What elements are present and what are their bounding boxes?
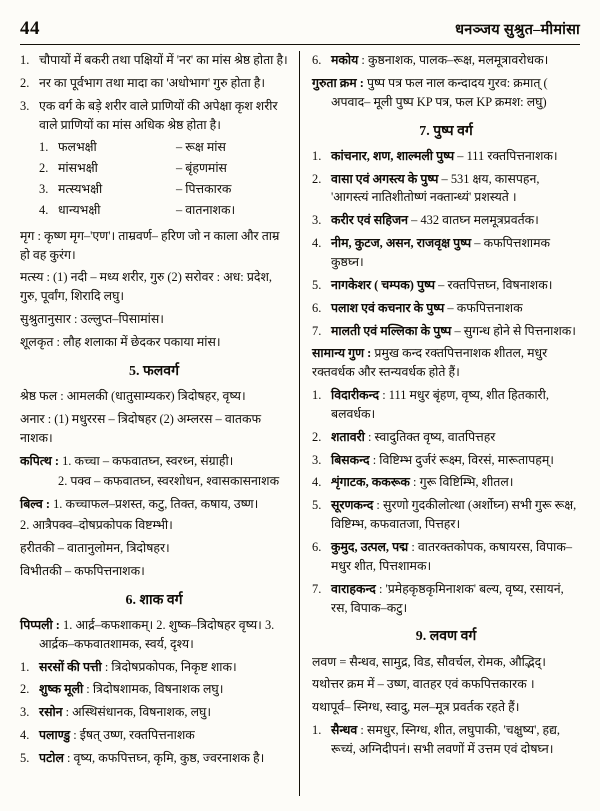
paragraph-mriga: मृग : कृष्ण मृग–'एण'। ताम्रवर्ण– हरिण जो न काला और ताम्र हो वह कुरंग। [20, 228, 280, 262]
item-detail: – 111 रक्तपित्तनाशक। [454, 148, 558, 163]
list-marker: 4. [312, 475, 322, 490]
item-term: पलाश एवं कचनार के पुष्प [331, 300, 445, 315]
list-text [331, 234, 580, 272]
pippali-block [20, 616, 288, 654]
right-top-list [312, 51, 580, 70]
list-marker: 1. [312, 388, 322, 403]
pair-term: मत्स्यभक्षी [58, 182, 103, 197]
list-marker: 5. [312, 277, 322, 292]
item-detail: : स्वादुतिक्त वृष्य, वातपित्तहर [364, 429, 496, 444]
item-detail: : समधुर, स्निग्ध, शीत, लघुपाकी, 'चक्षुष्य', हद्य, रूच्यं, अग्निदीपनं। सभी लवणों में उत्तम एवं दोषघ्न। [331, 723, 561, 756]
lavana-line-2: यथोत्तर क्रम में – उष्ण, वातहर एवं कफपित्तकारक । [312, 677, 535, 692]
item-term: कुमुद, उत्पल, पद्म [331, 539, 409, 554]
item-term: रसोन [39, 705, 63, 720]
right-column [300, 51, 580, 796]
list-item [312, 538, 580, 576]
guruta-text: पुष्प पत्र फल नाल कन्दादय गुरव: क्रमात् ( अपवाद– मूली पुष्प KP पत्र, फल KP क्रमश: लघु) [331, 75, 548, 109]
list-item [312, 147, 580, 166]
list-text [331, 451, 580, 470]
list-item [20, 658, 288, 677]
list-text [39, 658, 288, 677]
lavana-list [312, 721, 580, 759]
samanya-label: सामान्य गुण : [312, 346, 372, 361]
kapittha-label: कपित्थ : [20, 453, 59, 468]
pair-term: फलभक्षी [58, 140, 97, 155]
item-term: करीर एवं सहिजन [331, 213, 409, 228]
bilva-label: बिल्व : [20, 497, 50, 512]
list-item [20, 51, 288, 70]
kapittha-line-2-wrap [20, 472, 288, 491]
kapittha-line-2: 2. पक्व – कफवातघ्न, स्वरशोधन, श्वासकासनाशक [58, 474, 280, 489]
list-marker: 6. [312, 300, 322, 315]
pair-value: – वातनाशक। [176, 202, 236, 217]
pair-value: – बृंहणमांस [176, 161, 227, 176]
list-marker: 7. [312, 581, 322, 596]
list-text [331, 276, 580, 295]
pair-row [20, 201, 288, 220]
item-detail: : वातरक्तकोपक, कषायरस, विपाक– मधुर शीत, पित्तशामक। [331, 539, 573, 573]
list-marker: 4. [312, 236, 322, 251]
item-detail: : त्रिदोषप्रकोपक, निकृष्ट शाक। [101, 659, 237, 674]
list-marker: 2. [312, 171, 322, 186]
list-marker: 6. [312, 53, 322, 67]
list-item [312, 386, 580, 424]
list-text [331, 580, 580, 618]
list-text [331, 170, 580, 208]
paragraph-shulakrit: शूलकृत : लौह शलाका में छेदकर पकाया मांस। [20, 334, 221, 349]
list-text [39, 680, 288, 699]
list-marker: 6. [312, 539, 322, 554]
list-text: नर का पूर्वभाग तथा मादा का 'अधोभाग' गुरु होता है। [39, 75, 266, 90]
list-marker: 3. [312, 452, 322, 467]
item-term: पटोल [39, 751, 64, 765]
list-text [331, 147, 580, 166]
kapittha-line-1: 1. कच्चा – कफवातघ्न, स्वरध्न, संग्राही। [62, 453, 234, 468]
list-marker: 4. [20, 728, 30, 743]
list-item [20, 726, 288, 745]
list-marker: 2. [312, 429, 322, 444]
item-term: शुष्क मूली [39, 682, 84, 697]
kandavarga-list [312, 386, 580, 617]
list-item [20, 680, 288, 699]
shakavarga-list [20, 658, 288, 768]
item-detail: : त्रिदोषशामक, विषनाशक लघु। [83, 682, 224, 697]
item-detail: : 'प्रमेहकृष्ठकृमिनाशक' बल्य, वृष्य, रसायनं, रस, विपाक–कटु। [331, 581, 564, 615]
guruta-label: गुरुता क्रम : [312, 75, 364, 90]
list-item [20, 749, 288, 768]
list-marker: 5. [312, 498, 322, 513]
page-number: 44 [20, 18, 40, 39]
item-term: विदारीकन्द [331, 388, 380, 403]
paragraph-anar: अनार : (1) मधुररस – त्रिदोषहर (2) अम्लरस – वातकफ नाशक। [20, 411, 262, 445]
item-term: सूरणकन्द [331, 498, 374, 513]
pushpavarga-list [312, 147, 580, 341]
section-title-shakavarga: 6. शाक वर्ग [125, 592, 183, 608]
item-term: बिसकन्द [331, 452, 370, 467]
lavana-line-1: लवण = सैन्धव, सामुद्र, विड, सौवर्चल, रोमक, औद्भिद्। [312, 654, 546, 669]
pair-value: – पित्तकारक [176, 182, 232, 197]
item-term: मालती एवं मल्लिका के पुष्प [331, 323, 452, 338]
item-detail: – कफपित्तनाशक [444, 300, 523, 315]
item-detail: : कुष्ठनाशक, पालक–रूक्ष, मलमूत्रावरोधक। [358, 53, 549, 67]
list-item [312, 51, 580, 70]
list-marker: 1. [312, 723, 322, 738]
list-text [331, 386, 580, 424]
guruta-krama-block [312, 74, 580, 112]
list-text [331, 211, 580, 230]
list-item [20, 703, 288, 722]
item-term: कांचनार, शण, शाल्मली पुष्प [331, 148, 455, 163]
two-column-body [20, 51, 580, 796]
paragraph-haritaki: हरीतकी – वातानुलोमन, त्रिदोषहर। [20, 540, 170, 555]
samanya-text: प्रमुख कन्द रक्तपित्तनाशक शीतल, मधुर रक्तवर्धक और स्तन्यवर्धक होते हैं। [312, 346, 548, 380]
list-text [331, 322, 580, 341]
paragraph-matsya: मत्स्य : (1) नदी – मध्य शरीर, गुरु (2) सरोवर : अध: प्रदेश, गुरु, पूर्वांग, शिरादि लघु। [20, 270, 272, 304]
list-item [20, 74, 288, 93]
item-detail: – सुगन्ध होने से पित्तनाशक। [451, 323, 577, 338]
item-term: नीम, कुटज, असन, राजवृक्ष पुष्प [331, 236, 472, 251]
paragraph-shreshtha-phala: श्रेष्ठ फल : आमलकी (धातुसाम्यकर) त्रिदोषहर, वृष्य। [20, 389, 246, 404]
paragraph-sushruta: सुश्रुतानुसार : उल्लुप्त–पिसामांस। [20, 312, 164, 327]
list-item [312, 322, 580, 341]
item-detail: – 531 क्षय, कासपहन, 'आगस्त्यं नातिशीतोष्णं नक्तान्ध्यं' प्रशस्यते । [331, 171, 540, 205]
list-item [312, 721, 580, 759]
item-term: सरसों की पत्ती [39, 659, 102, 674]
list-marker: 7. [312, 323, 322, 338]
pippali-label: पिप्पली : [20, 617, 60, 632]
item-detail: : 111 मधुर बृंहण, वृष्य, शीत हितकारी, बलवर्धक। [331, 388, 549, 421]
item-detail: : गुरू विष्टिम्भि, शीतल। [409, 475, 514, 490]
section-title-lavanavarga: 9. लवण वर्ग [415, 629, 477, 645]
page-header [20, 18, 580, 45]
item-term: शृंगाटक, ककरूक [331, 475, 410, 490]
samanya-guna-block [312, 344, 580, 382]
list-text: चौपायों में बकरी तथा पक्षियों में 'नर' का मांस श्रेष्ठ होता है। [39, 53, 288, 67]
item-term: वासा एवं अगस्त्य के पुष्प [331, 171, 439, 186]
item-detail: – 432 वातघ्न मलमूत्रप्रवर्तक। [408, 213, 539, 228]
list-marker: 1. [20, 53, 30, 67]
item-detail: : ईषत् उष्ण, रक्तपित्तनाशक [70, 728, 195, 743]
pair-marker: 1. [39, 140, 49, 155]
bilva-line-1: 1. कच्चाफल–प्रशस्त, कटु, तिक्त, कषाय, उष्ण। [53, 497, 259, 512]
list-text [331, 299, 580, 318]
item-detail: – कफपित्तशामक कुष्ठघ्न। [331, 236, 551, 270]
pair-term: धान्यभक्षी [58, 202, 101, 217]
list-text [39, 726, 288, 745]
pair-row [20, 138, 288, 157]
paragraph-vibhitaki: विभीतकी – कफपित्तनाशक। [20, 563, 145, 578]
list-text [331, 51, 580, 70]
list-item [312, 170, 580, 208]
list-marker: 3. [312, 213, 322, 228]
list-marker: 1. [312, 148, 322, 163]
item-term: सैन्धव [331, 723, 358, 738]
list-marker: 2. [20, 75, 30, 90]
bilva-line-2: 2. आत्रैपक्व–दोषप्रकोपक विष्टम्भी। [20, 518, 173, 533]
list-text [331, 538, 580, 576]
bilva-block [20, 495, 288, 514]
list-item [312, 451, 580, 470]
section-title-phalavarga: 5. फलवर्ग [129, 363, 179, 379]
list-text [331, 721, 580, 759]
list-item [312, 428, 580, 447]
item-detail: : विष्टिम्भ दुर्जरं रूक्ष्म, विरसं, मारूतापहम्। [369, 452, 554, 467]
list-item [312, 299, 580, 318]
list-marker: 2. [20, 682, 30, 697]
item-term: मकोय [331, 53, 359, 67]
pair-marker: 3. [39, 182, 49, 197]
item-detail: : वृष्य, कफपित्तघ्न, कृमि, कुष्ठ, ज्वरनाशक है। [63, 751, 265, 765]
section-title-pushpavarga: 7. पुष्प वर्ग [419, 123, 473, 139]
list-marker: 5. [20, 751, 30, 765]
item-term: वाराहकन्द [331, 581, 376, 596]
kapittha-block [20, 452, 288, 471]
pair-marker: 4. [39, 202, 49, 217]
pippali-text: 1. आर्द्र–कफशाकम्। 2. शुष्क–त्रिदोषहर वृष्य। 3. आर्द्रक–कफवातशामक, स्वर्य, दृश्य। [39, 617, 275, 651]
list-text [331, 428, 580, 447]
list-marker: 1. [20, 659, 30, 674]
item-term: नागकेशर ( चम्पक) पुष्प [331, 277, 436, 292]
left-column [20, 51, 300, 796]
list-marker: 3. [20, 98, 30, 113]
pair-value: – रूक्ष मांस [176, 140, 226, 155]
list-item [312, 211, 580, 230]
item-term: पलाण्डु [39, 728, 71, 743]
list-item [20, 97, 288, 135]
pair-term: मांसभक्षी [58, 161, 98, 176]
list-text [331, 473, 580, 492]
list-item [312, 496, 580, 534]
lavana-line-3: यथापूर्व– स्निग्ध, स्वादु, मल–मूत्र प्रवर्तक रहते हैं। [312, 700, 520, 715]
pair-row [20, 180, 288, 199]
pair-row [20, 159, 288, 178]
list-text: एक वर्ग के बड़े शरीर वाले प्राणियों की अपेक्षा कृश शरीर वाले प्राणियों का मांस अधिक श्रेष्ठ होता है। [39, 98, 278, 132]
item-detail: – रक्तपित्तघ्न, विषनाशक। [435, 277, 553, 292]
list-item [312, 276, 580, 295]
item-detail: : अस्थिसंधानक, विषनाशक, लघु। [62, 705, 212, 720]
list-text [331, 496, 580, 534]
list-marker: 3. [20, 705, 30, 720]
list-item [312, 580, 580, 618]
left-top-list [20, 51, 288, 134]
list-item [312, 234, 580, 272]
list-text [39, 749, 288, 768]
item-detail: : सुरणो गुदकीलोत्था (अर्शोघ्न) सभी गुरू रूक्ष, विष्टिम्भ, कफवातजा, पित्तहर। [331, 498, 577, 532]
book-title: धनञ्जय सुश्रुत–मीमांसा [455, 22, 580, 38]
item-term: शतावरी [331, 429, 365, 444]
list-text [39, 703, 288, 722]
pair-marker: 2. [39, 161, 49, 176]
list-item [312, 473, 580, 492]
